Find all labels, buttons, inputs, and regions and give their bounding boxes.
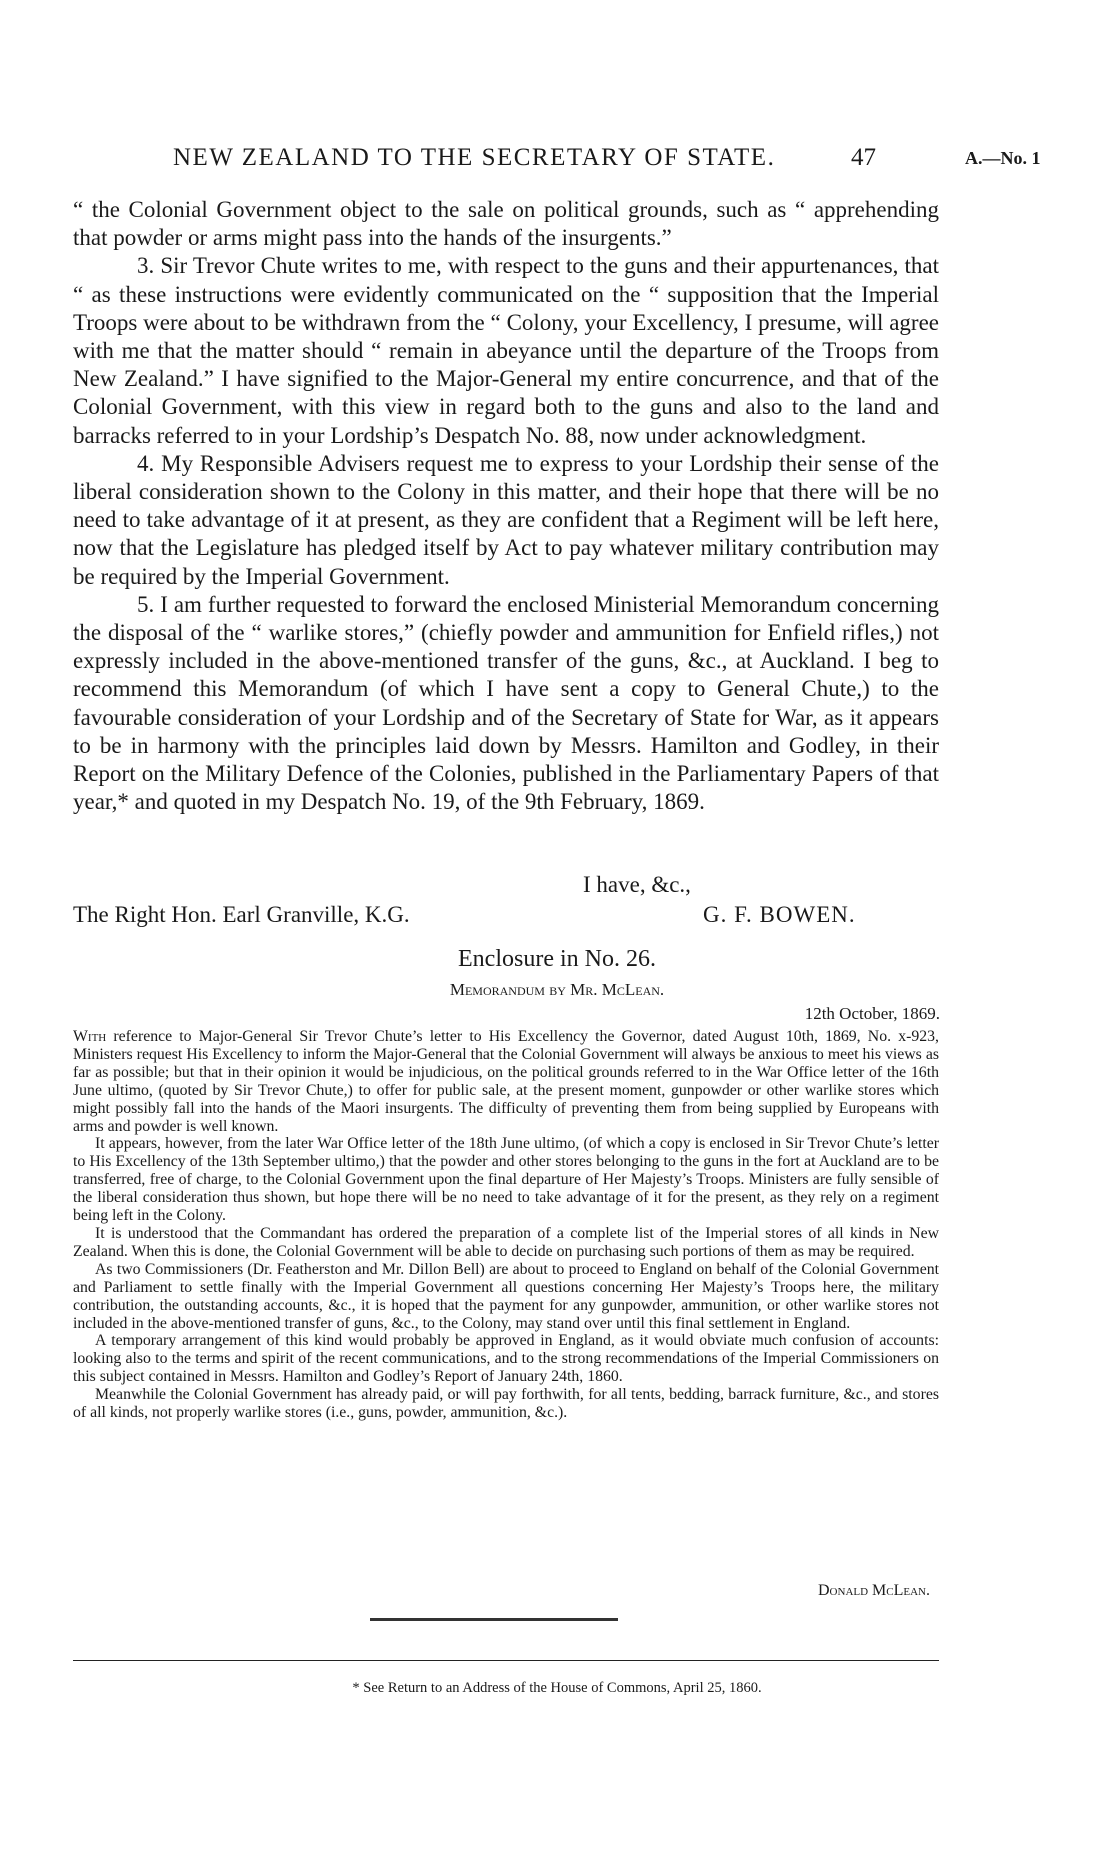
page-number: 47 — [851, 144, 876, 171]
memo-opening-word: With — [73, 1028, 107, 1045]
page-header — [0, 144, 1114, 176]
memo-paragraph: Meanwhile the Colonial Government has already paid, or will pay forthwith, for all tents, bedding, barrack furniture, &c., and stores of all kinds, not properly warlike stores (i.e., guns, powder, ammunition, &c.). — [73, 1386, 939, 1422]
sheet-reference: A.—No. 1 — [965, 148, 1041, 168]
despatch-body — [73, 196, 939, 816]
memo-paragraph: A temporary arrangement of this kind would probably be approved in England, as it would obviate much confusion of accounts: looking also to the terms and spirit of the recent communications, and to the strong recommendations of the Imperial Commissioners on this subject contained in Messrs. Hamilton and Godley’s Report of January 24th, 1860. — [73, 1332, 939, 1386]
despatch-paragraph: “ the Colonial Government object to the sale on political grounds, such as “ apprehending that powder or arms might pass into the hands of the insurgents.” — [73, 197, 939, 251]
running-title: NEW ZEALAND TO THE SECRETARY OF STATE. — [173, 144, 776, 171]
addressee: The Right Hon. Earl Granville, K.G. — [73, 902, 410, 927]
enclosure-subheading: Memorandum by Mr. McLean. — [449, 980, 665, 999]
section-ornament-divider — [370, 1618, 618, 1621]
despatch-signoff — [73, 872, 939, 932]
despatch-paragraph: 4. My Responsible Advisers request me to express to your Lordship their sense of the liberal consideration shown to the Colony in this matter, and their hope that there will be no need to take advantage of it at present, as they are confident that a Regiment will be left here, now that the Legislature has pledged itself by Act to pay whatever military contribution may be required by the Imperial Government. — [73, 450, 939, 589]
memo-paragraph — [73, 1028, 939, 1135]
footnote-rule — [73, 1660, 939, 1661]
footnote: * See Return to an Address of the House of Commons, April 25, 1860. — [352, 1680, 762, 1696]
despatch-paragraph: 5. I am further requested to forward the enclosed Ministerial Memorandum concerning the disposal of the “ warlike stores,” (chiefly powder and ammunition for Enfield rifles,) not expressly included in the above-mentioned transfer of the guns, &c., at Auckland. I beg to recommend this Memorandum (of which I have sent a copy to General Chute,) to the favourable consideration of your Lordship and of the Secretary of State for War, as it appears to be in harmony with the principles laid down by Messrs. Hamilton and Godley, in their Report on the Military Defence of the Colonies, published in the Parliamentary Papers of that year,* and quoted in my Despatch No. 19, of the 9th February, 1869. — [73, 591, 939, 815]
enclosure-heading: Enclosure in No. 26. — [458, 946, 656, 972]
memorandum-body — [73, 1028, 939, 1422]
despatch-signature: G. F. BOWEN. — [703, 902, 856, 927]
memo-paragraph: It appears, however, from the later War Office letter of the 18th June ultimo, (of which a copy is enclosed in Sir Trevor Chute’s letter to His Excellency of the 13th September ultimo,) that the powder and other stores belonging to the guns in the fort at Auckland are to be transferred, free of charge, to the Colonial Government upon the final departure of Her Majesty’s Troops. Ministers are fully sensible of the liberal consideration thus shown, but hope there will be no need to take advantage of it for the present, as they rely on a regiment being left in the Colony. — [73, 1135, 939, 1225]
memo-paragraph-text: reference to Major-General Sir Trevor Chute’s letter to His Excellency the Governor, dated August 10th, 1869, No. x-923, Ministers request His Excellency to inform the Major-General that the Colonial Government will always be anxious to meet his views as far as possible; but that in their opinion it would be injudicious, on the political grounds referred to in the War Office letter of the 16th June ultimo, (quoted by Sir Trevor Chute,) to offer for public sale, at the present moment, gunpowder or other warlike stores which might possibly fall into the hands of the Maori insurgents. The difficulty of preventing them from being supplied by Europeans with arms and powder is well known. — [73, 1028, 939, 1135]
memo-paragraph: As two Commissioners (Dr. Featherston and Mr. Dillon Bell) are about to proceed to England on behalf of the Colonial Government and Parliament to settle finally with the Imperial Government all questions concerning Her Majesty’s Troops here, the military contribution, the outstanding accounts, &c., it is hoped that the payment for any gunpowder, ammunition, or other warlike stores not included in the above-mentioned transfer of guns, &c., to the Colony, may stand over until this final settlement in England. — [73, 1260, 939, 1332]
memo-signature: Donald McLean. — [818, 1582, 930, 1599]
memo-paragraph: It is understood that the Commandant has ordered the preparation of a complete list of the Imperial stores of all kinds in New Zealand. When this is done, the Colonial Government will be able to decide on purchasing such portions of them as may be required. — [73, 1224, 939, 1260]
despatch-paragraph: 3. Sir Trevor Chute writes to me, with respect to the guns and their appurtenances, that “ as these instructions were evidently communicated on the “ supposition that the Imperial Troops were about to be withdrawn from the “ Colony, your Excellency, I presume, will agree with me that the matter should “ remain in abeyance until the departure of the Troops from New Zealand.” I have signified to the Major-General my entire concurrence, and that of the Colonial Government, with this view in regard both to the guns and also to the land and barracks referred to in your Lordship’s Despatch No. 88, now under acknowledgment. — [73, 253, 939, 448]
memo-date: 12th October, 1869. — [804, 1004, 940, 1023]
closing-line: I have, &c., — [583, 872, 691, 897]
